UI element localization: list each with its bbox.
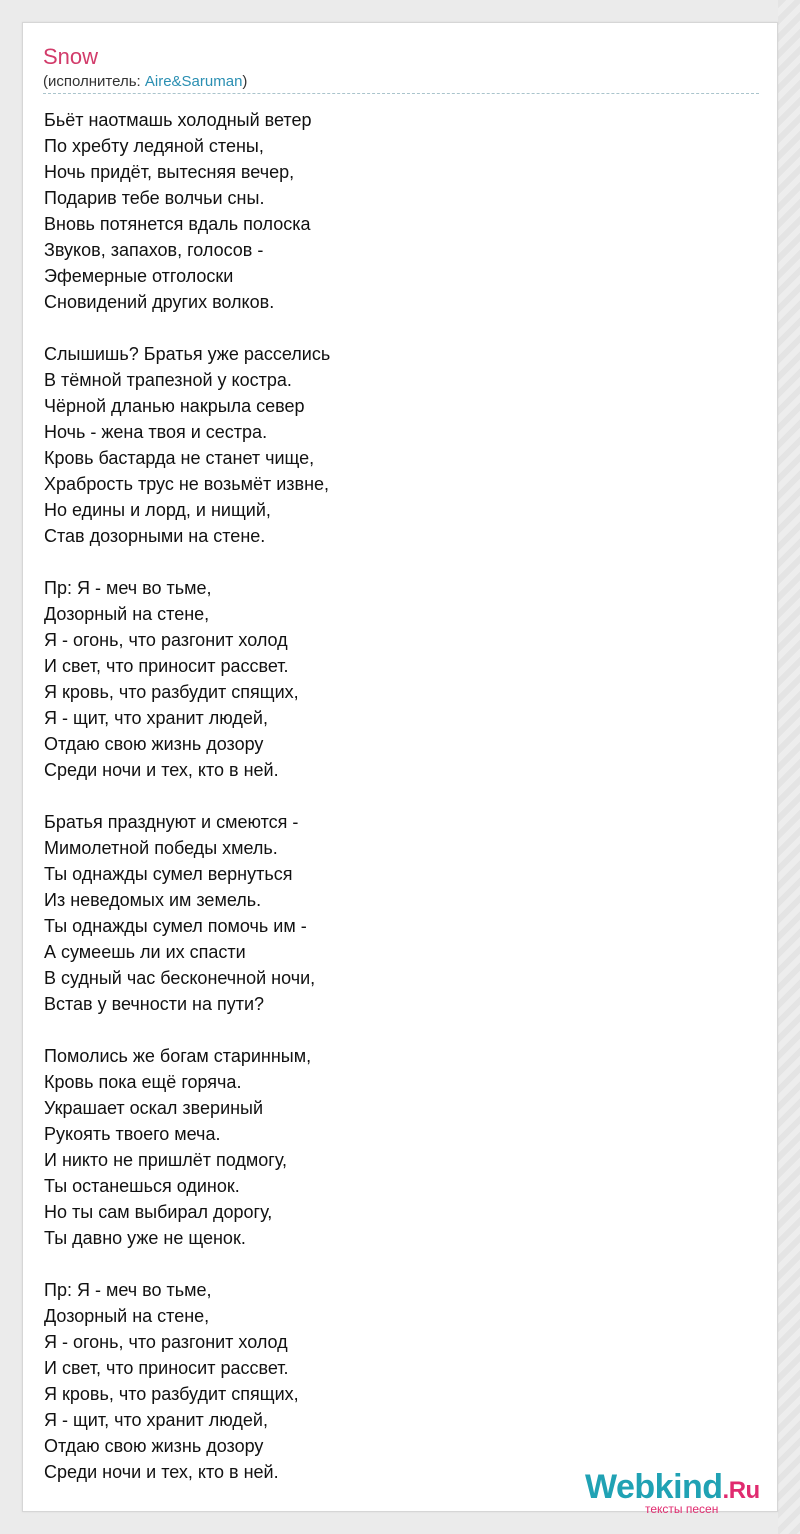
lyric-line: Подарив тебе волчьи сны.	[44, 188, 265, 208]
lyric-line: Рукоять твоего меча.	[44, 1124, 221, 1144]
lyric-line: Сновидений других волков.	[44, 292, 275, 312]
lyric-line: Кровь пока ещё горяча.	[44, 1072, 242, 1092]
lyric-line: Ты останешься одинок.	[44, 1176, 240, 1196]
lyrics-stanza	[44, 809, 744, 1017]
lyric-line: Дозорный на стене,	[44, 1306, 210, 1326]
lyric-line: Слышишь? Братья уже расселись	[44, 344, 331, 364]
lyric-line: Братья празднуют и смеются -	[44, 812, 299, 832]
lyric-line: Став дозорными на стене.	[44, 526, 266, 546]
lyric-line: А сумеешь ли их спасти	[44, 942, 246, 962]
lyric-line: Ты однажды сумел помочь им -	[44, 916, 307, 936]
artist-prefix: (исполнитель:	[43, 73, 145, 90]
lyric-line: Я - щит, что хранит людей,	[44, 708, 268, 728]
artist-suffix: )	[242, 73, 248, 90]
lyric-line: И никто не пришлёт подмогу,	[44, 1150, 288, 1170]
logo-main-text: Webkind	[585, 1468, 723, 1506]
song-title: Snow	[43, 44, 99, 69]
lyric-line: Я - огонь, что разгонит холод	[44, 630, 288, 650]
webkind-logo[interactable]	[585, 1467, 775, 1515]
lyric-line: И свет, что приносит рассвет.	[44, 1358, 289, 1378]
lyric-line: По хребту ледяной стены,	[44, 136, 264, 156]
lyric-line: Бьёт наотмашь холодный ветер	[44, 110, 312, 130]
lyric-line: Храбрость трус не возьмёт извне,	[44, 474, 330, 494]
lyrics-text	[44, 107, 744, 1511]
lyrics-stanza	[44, 1277, 744, 1485]
lyric-line: Среди ночи и тех, кто в ней.	[44, 1462, 279, 1482]
lyric-line: Кровь бастарда не станет чище,	[44, 448, 315, 468]
lyric-line: Ты однажды сумел вернуться	[44, 864, 293, 884]
lyric-line: Ночь - жена твоя и сестра.	[44, 422, 268, 442]
artist-link[interactable]: Aire&Saruman	[144, 73, 243, 90]
lyric-line: Встав у вечности на пути?	[44, 994, 265, 1014]
lyric-line: Чёрной дланью накрыла север	[44, 396, 305, 416]
lyrics-card	[22, 22, 778, 1516]
lyric-line: Вновь потянется вдаль полоска	[44, 214, 311, 234]
background-stripe	[778, 0, 800, 1534]
lyric-line: Но едины и лорд, и нищий,	[44, 500, 271, 520]
lyric-line: Пр: Я - меч во тьме,	[44, 578, 212, 598]
lyric-line: Среди ночи и тех, кто в ней.	[44, 760, 279, 780]
lyric-line: Я - огонь, что разгонит холод	[44, 1332, 288, 1352]
lyric-line: Мимолетной победы хмель.	[44, 838, 278, 858]
lyric-line: Дозорный на стене,	[44, 604, 210, 624]
lyric-line: Я кровь, что разбудит спящих,	[44, 682, 299, 702]
lyric-line: Ты давно уже не щенок.	[44, 1228, 246, 1248]
lyric-line: Я кровь, что разбудит спящих,	[44, 1384, 299, 1404]
lyric-line: Отдаю свою жизнь дозору	[44, 734, 264, 754]
lyric-line: Пр: Я - меч во тьме,	[44, 1280, 212, 1300]
lyric-line: Отдаю свою жизнь дозору	[44, 1436, 264, 1456]
logo-tagline: тексты песен	[645, 1502, 719, 1516]
lyric-line: Ночь придёт, вытесняя вечер,	[44, 162, 295, 182]
header-divider	[43, 93, 759, 94]
lyric-line: В судный час бесконечной ночи,	[44, 968, 316, 988]
lyric-line: И свет, что приносит рассвет.	[44, 656, 289, 676]
lyric-line: Эфемерные отголоски	[44, 266, 234, 286]
lyric-line: Помолись же богам старинным,	[44, 1046, 312, 1066]
logo-tld: .Ru	[722, 1477, 760, 1504]
lyric-line: Из неведомых им земель.	[44, 890, 262, 910]
lyrics-stanza	[44, 1043, 744, 1251]
lyrics-stanza	[44, 107, 744, 315]
lyrics-stanza	[44, 341, 744, 549]
lyric-line: Звуков, запахов, голосов -	[44, 240, 264, 260]
lyric-line: В тёмной трапезной у костра.	[44, 370, 292, 390]
artist-line	[43, 73, 247, 91]
lyric-line: Я - щит, что хранит людей,	[44, 1410, 268, 1430]
lyrics-stanza	[44, 575, 744, 783]
lyric-line: Украшает оскал звериный	[44, 1098, 264, 1118]
lyric-line: Но ты сам выбирал дорогу,	[44, 1202, 273, 1222]
